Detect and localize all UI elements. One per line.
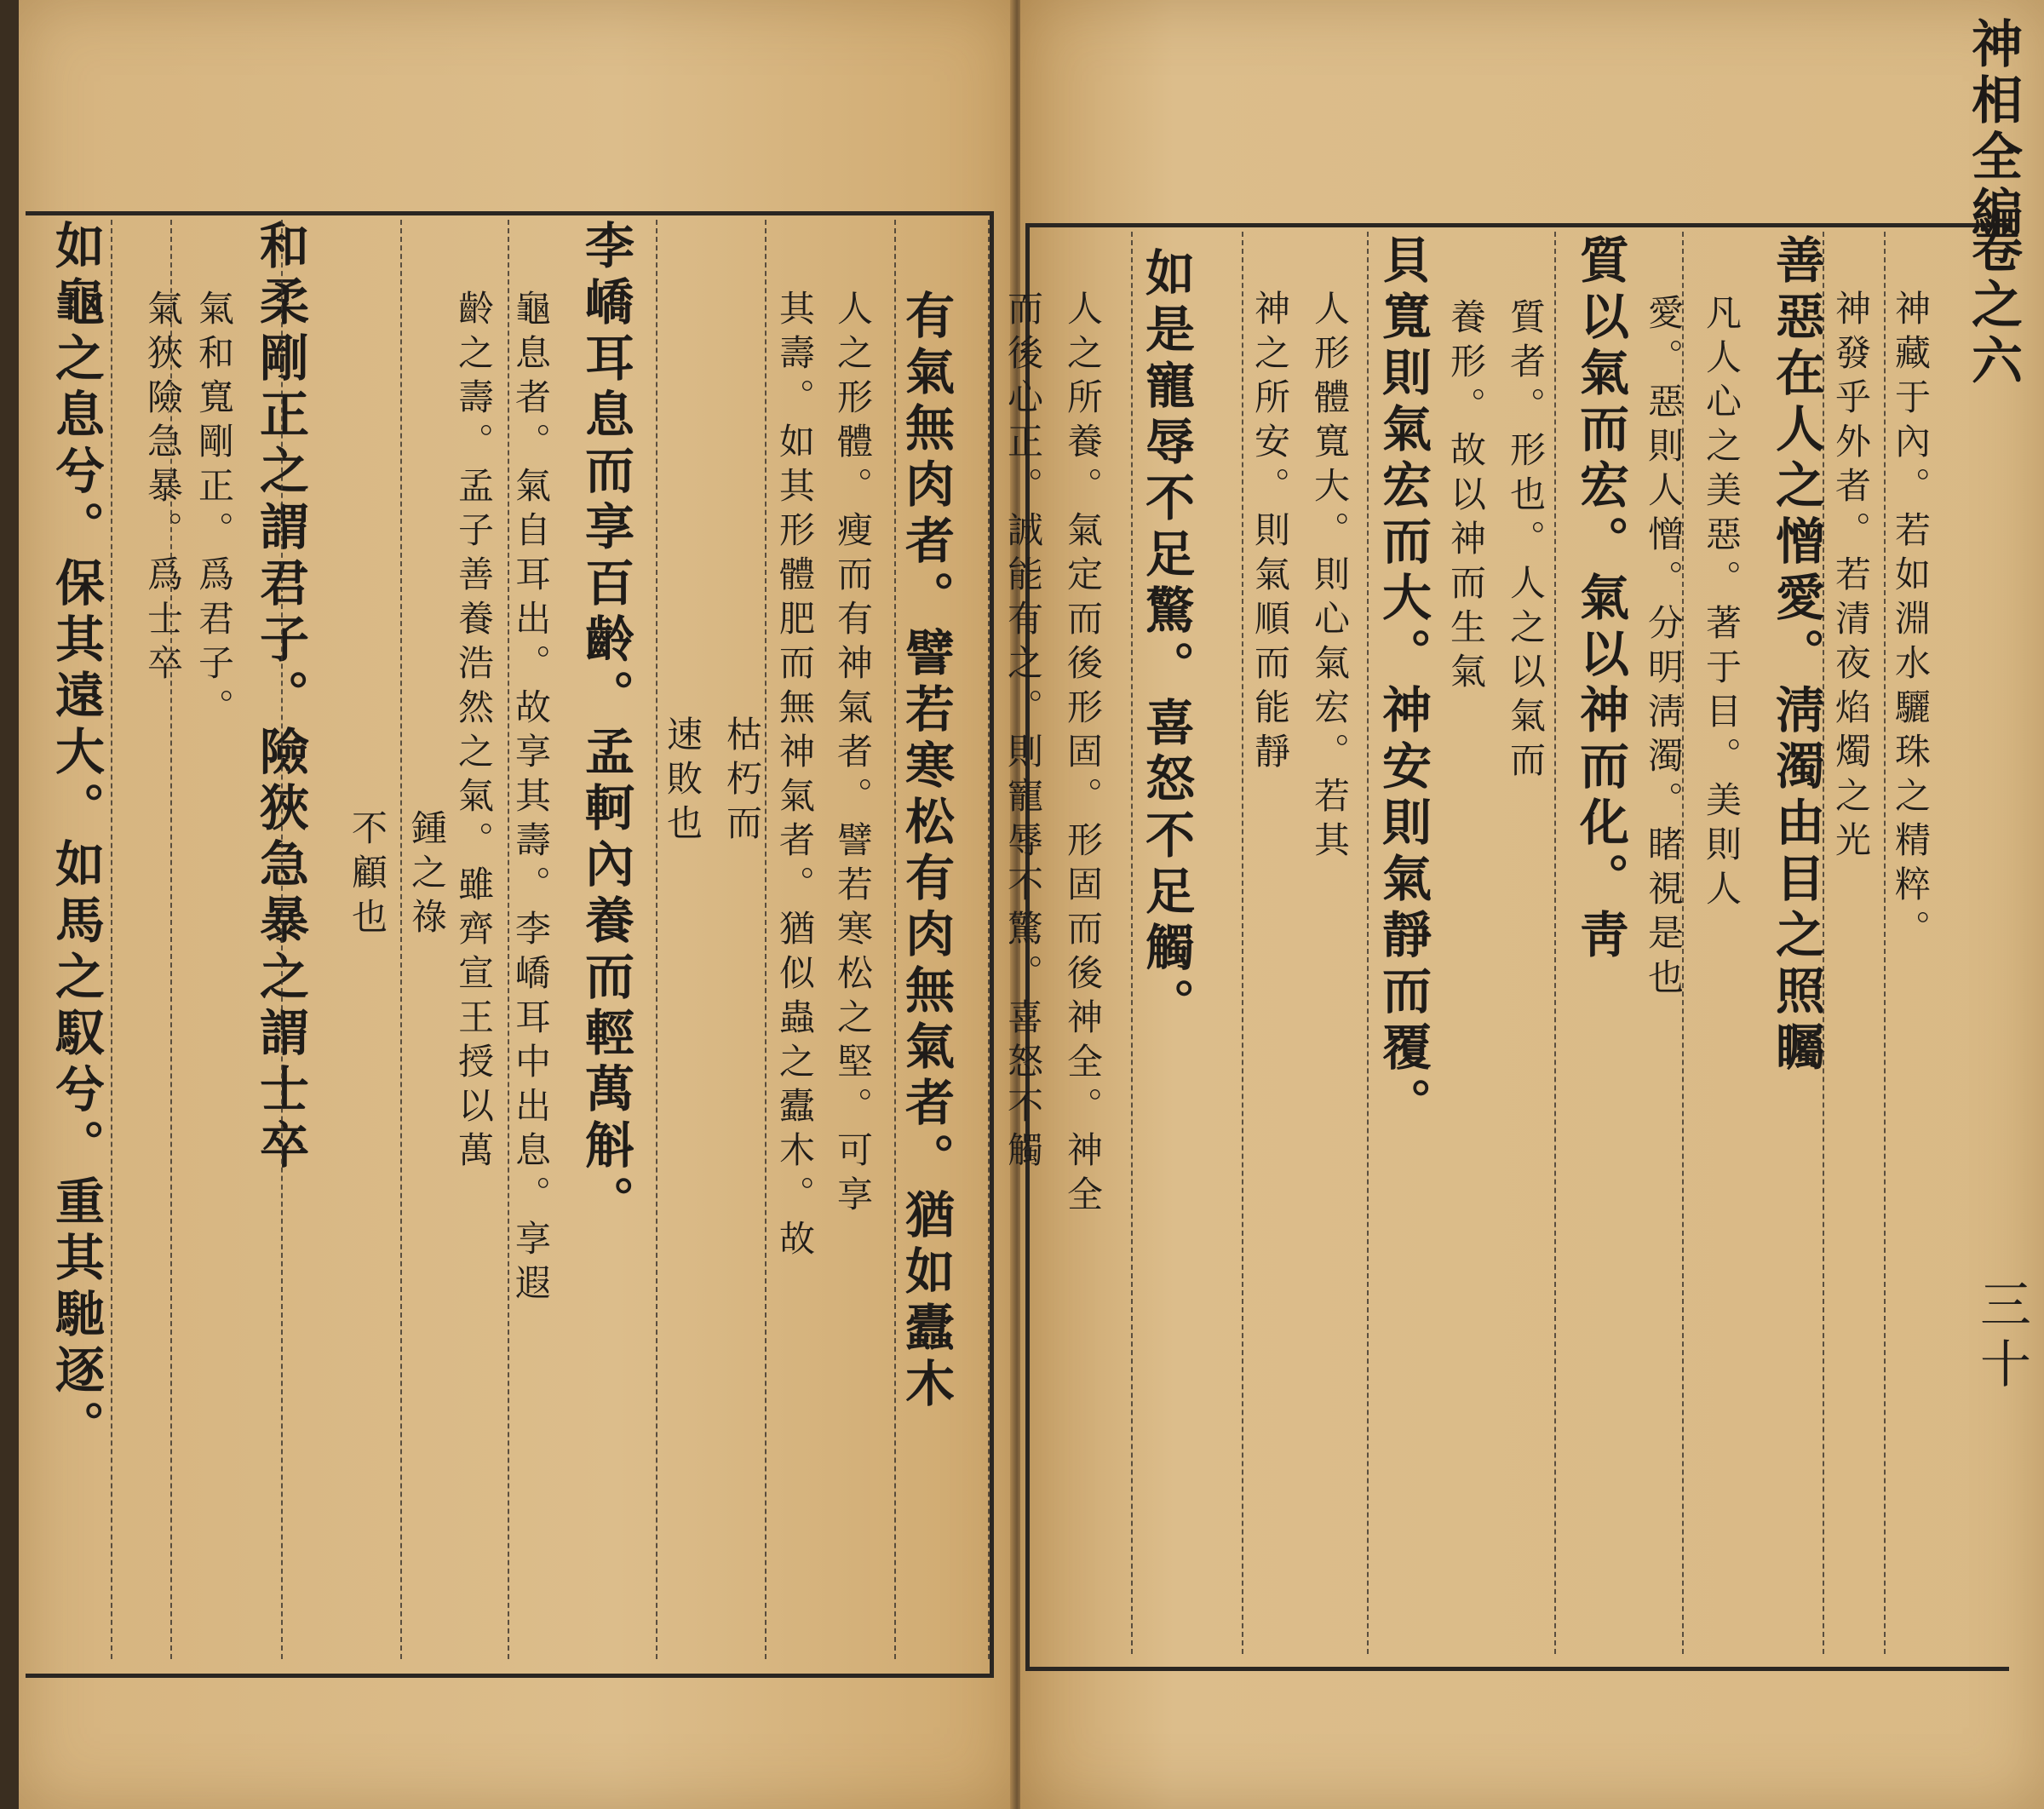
column-rule xyxy=(1554,232,1556,1654)
right-page-column-7: 質者。形也。人之以氣而 xyxy=(1505,298,1547,785)
left-page-column-2: 人之形體。瘦而有神氣者。譬若寒松之堅。可享 xyxy=(832,290,874,1220)
column-rule xyxy=(1823,232,1824,1654)
right-page-column-9: 貝寬則氣宏而大。神安則氣靜而覆。 xyxy=(1374,234,1432,1134)
column-rule xyxy=(894,220,896,1659)
column-rule xyxy=(1682,232,1684,1654)
right-page-column-2: 神發乎外者。若清夜焰燭之光 xyxy=(1830,290,1872,865)
left-page-column-8: 齡之壽。孟子善養浩然之氣。雖齊宣王授以萬 xyxy=(453,290,495,1175)
column-rule xyxy=(1242,232,1243,1654)
column-rule xyxy=(1884,232,1886,1654)
left-page-column-3: 其壽。如其形體肥而無神氣者。猶似蟲之蠹木。故 xyxy=(774,290,816,1264)
left-page-column-11: 和柔剛正之謂君子。險狹急暴之謂士卒 xyxy=(251,220,309,1175)
left-page-column-12: 氣和寬剛正。爲君子。 xyxy=(193,290,235,732)
left-page-column-5: 速敗也 xyxy=(662,715,703,848)
column-rule xyxy=(988,220,990,1659)
right-page-column-1: 神藏于內。若如淵水驪珠之精粹。 xyxy=(1890,290,1932,954)
right-page-column-5: 愛。惡則人憎。分明淸濁。睹視是也 xyxy=(1643,294,1685,1002)
column-rule xyxy=(1367,232,1369,1654)
folio-number: 三十 xyxy=(1972,1278,2031,1397)
left-page-column-1: 有氣無肉者。譬若寒松有肉無氣者。猶如蠹木 xyxy=(897,290,955,1414)
left-page-column-7: 龜息者。氣自耳出。故享其壽。李嶠耳中出息。享遐 xyxy=(510,290,552,1308)
column-rule xyxy=(765,220,766,1659)
right-page-column-14: 而後心正。誠能有之。則寵辱不驚。喜怒不觸 xyxy=(1002,290,1044,1175)
book-title-header: 神相全編 xyxy=(1963,17,2023,242)
column-rule xyxy=(281,220,283,1659)
right-page-column-12: 如是寵辱不足驚。喜怒不足觸。 xyxy=(1137,247,1195,1034)
right-page-column-11: 神之所安。則氣順而能靜 xyxy=(1249,290,1291,777)
right-page-column-13: 人之所養。氣定而後形固。形固而後神全。神全 xyxy=(1062,290,1104,1220)
right-page-column-4: 凡人心之美惡。著于目。美則人 xyxy=(1701,294,1743,914)
column-rule xyxy=(400,220,402,1659)
right-page-column-8: 養形。故以神而生氣 xyxy=(1445,298,1487,697)
column-rule xyxy=(170,220,172,1659)
left-page-column-14: 如龜之息兮。保其遠大。如馬之馭兮。重其馳逐。 xyxy=(47,220,105,1456)
right-page-column-10: 人形體寬大。則心氣宏。若其 xyxy=(1309,290,1351,865)
left-page-column-10: 不顧也 xyxy=(347,809,388,942)
column-rule xyxy=(111,220,112,1659)
column-rule xyxy=(656,220,657,1659)
left-page-column-13: 氣狹險急暴。爲士卒 xyxy=(142,290,184,688)
left-page-column-4: 枯朽而 xyxy=(721,715,763,848)
right-page-column-3: 善惡在人之憎愛。淸濁由目之照矚 xyxy=(1767,234,1825,1077)
column-rule xyxy=(1131,232,1133,1654)
left-page-column-9: 鍾之祿 xyxy=(406,809,448,942)
left-page-column-6: 李嶠耳息而享百齡。孟軻內養而輕萬斛。 xyxy=(577,220,634,1232)
right-page-column-6: 質以氣而宏。氣以神而化。靑 xyxy=(1571,234,1629,965)
volume-label: 卷之六 xyxy=(1963,221,2023,390)
column-rule xyxy=(508,220,509,1659)
